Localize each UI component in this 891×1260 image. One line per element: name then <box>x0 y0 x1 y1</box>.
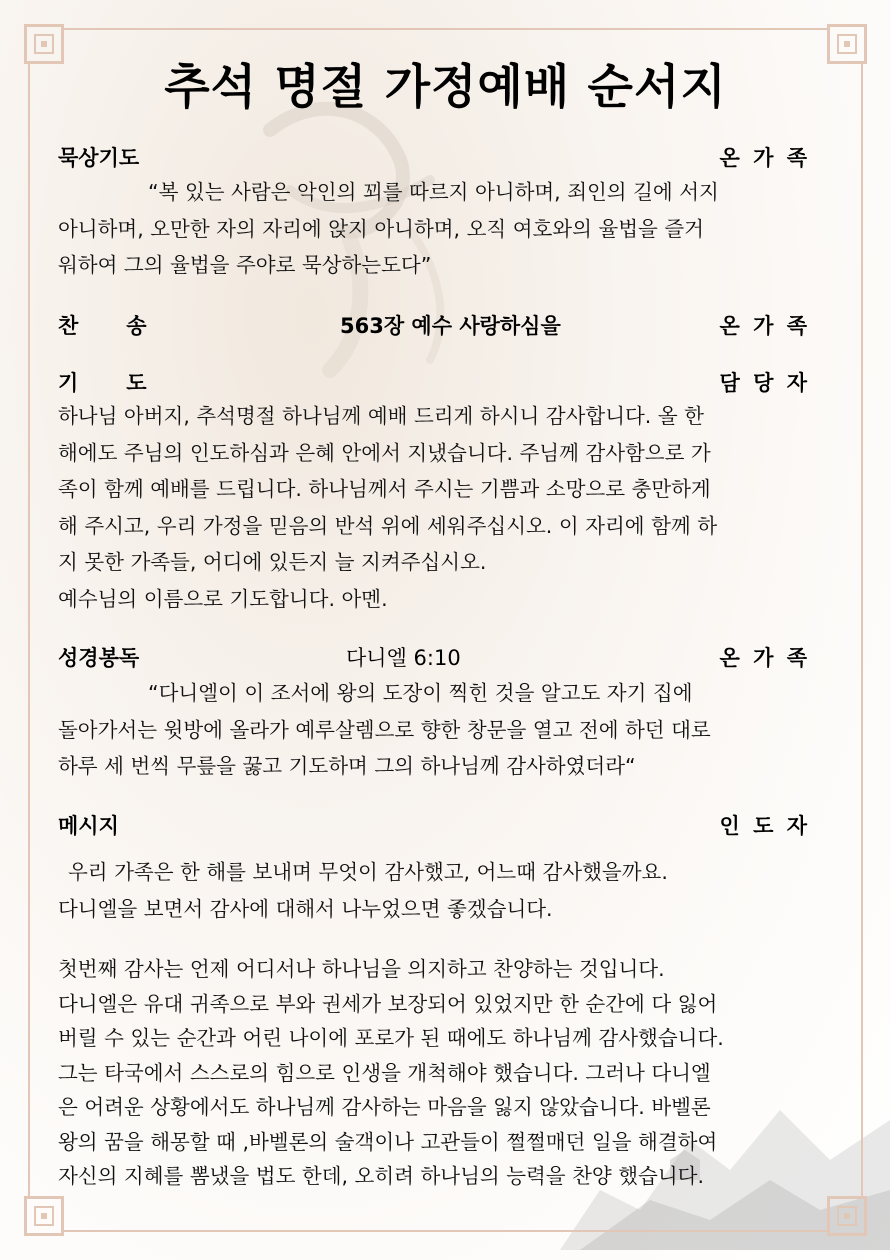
message-line: 자신의 지혜를 뽐냈을 법도 한데, 오히려 하나님의 능력을 찬양 했습니다. <box>58 1164 704 1188</box>
verse-line: “다니엘이 이 조서에 왕의 도장이 찍힌 것을 알고도 자기 집에 <box>148 681 693 705</box>
message-line: 다니엘은 유대 귀족으로 부와 권세가 보장되어 있었지만 한 순간에 다 잃어 <box>58 991 718 1016</box>
message-line: 왕의 꿈을 해몽할 때 ,바벨론의 술객이나 고관들이 쩔쩔매던 일을 해결하여 <box>58 1129 718 1154</box>
hymn-leader: 온 가 족 <box>719 314 810 338</box>
message-label: 메시지 <box>58 814 119 838</box>
prayer-line: 지 못한 가족들, 어디에 있든지 늘 지켜주십시오. <box>58 550 487 574</box>
prayer-line: 족이 함께 예배를 드립니다. 하나님께서 주시는 기쁨과 소망으로 충만하게 <box>58 477 711 501</box>
message-header <box>58 810 818 840</box>
prayer-line: 해에도 주님의 인도하심과 은혜 안에서 지냈습니다. 주님께 감사함으로 가 <box>58 440 711 465</box>
message-line: 은 어려운 상황에서도 하나님께 감사하는 마음을 잃지 않았습니다. 바벨론 <box>58 1095 711 1119</box>
prayer-line: 하나님 아버지, 추석명절 하나님께 예배 드리게 하시니 감사합니다. 올 한 <box>58 404 704 428</box>
hymn-title: 563장 예수 사랑하심을 <box>340 314 561 338</box>
prayer-line: 해 주시고, 우리 가정을 믿음의 반석 위에 세워주십시오. 이 자리에 함께 하 <box>58 513 717 538</box>
message-line: 우리 가족은 한 해를 보내며 무엇이 감사했고, 어느때 감사했을까요. <box>68 860 668 884</box>
prayer-leader: 담 당 자 <box>719 371 810 395</box>
verse-line: 하루 세 번씩 무릎을 꿇고 기도하며 그의 하나님께 감사하였더라“ <box>58 754 636 778</box>
verse-line: “복 있는 사람은 악인의 꾀를 따르지 아니하며, 죄인의 길에 서지 <box>148 180 719 204</box>
message-line: 첫번째 감사는 언제 어디서나 하나님을 의지하고 찬양하는 것입니다. <box>58 957 665 981</box>
message-line: 버릴 수 있는 순간과 어린 나이에 포로가 된 때에도 하나님께 감사했습니다. <box>58 1026 724 1050</box>
meditation-label: 묵상기도 <box>58 146 140 170</box>
prayer-header <box>58 367 818 397</box>
scripture-header <box>58 642 818 672</box>
prayer-text <box>58 398 838 617</box>
message-line: 그는 타국에서 스스로의 힘으로 인생을 개척해야 했습니다. 그러나 다니엘 <box>58 1060 711 1085</box>
hymn-header <box>58 310 818 340</box>
meditation-leader: 온 가 족 <box>719 146 810 170</box>
scripture-leader: 온 가 족 <box>719 646 810 670</box>
page-title: 추석 명절 가정예배 순서지 <box>164 60 727 115</box>
scripture-verse <box>58 675 838 785</box>
meditation-verse <box>58 174 838 284</box>
message-leader: 인 도 자 <box>719 814 810 838</box>
hymn-label: 찬송 <box>58 314 195 338</box>
message-line: 다니엘을 보면서 감사에 대해서 나누었으면 좋겠습니다. <box>58 896 553 921</box>
message-body <box>58 952 838 1194</box>
scripture-reference: 다니엘 6:10 <box>346 646 461 670</box>
meditation-header <box>58 142 818 172</box>
verse-line: 워하여 그의 율법을 주야로 묵상하는도다” <box>58 253 432 277</box>
prayer-line: 예수님의 이름으로 기도합니다. 아멘. <box>58 586 388 611</box>
scripture-label: 성경봉독 <box>58 646 140 670</box>
prayer-label: 기도 <box>58 371 195 395</box>
verse-line: 아니하며, 오만한 자의 자리에 앉지 아니하며, 오직 여호와의 율법을 즐거 <box>58 216 704 241</box>
message-intro <box>58 854 838 927</box>
verse-line: 돌아가서는 윗방에 올라가 예루살렘으로 향한 창문을 열고 전에 하던 대로 <box>58 717 711 742</box>
